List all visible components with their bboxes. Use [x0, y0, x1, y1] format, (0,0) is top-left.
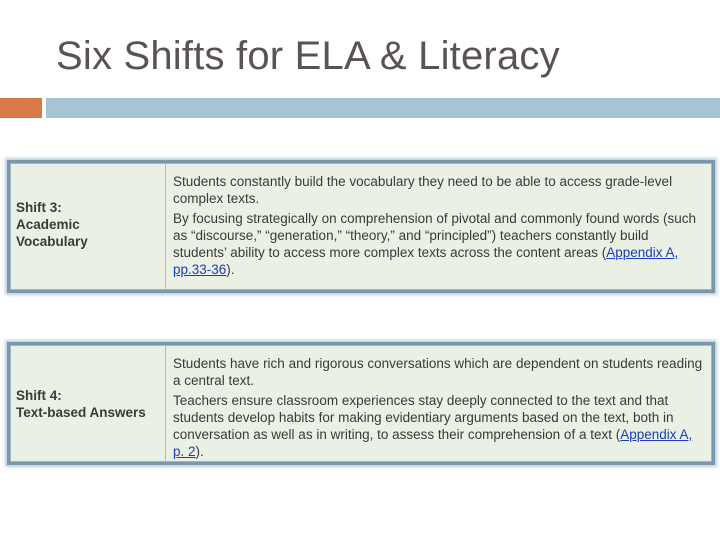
- shift-4-paragraph-2-text: Teachers ensure classroom experiences stay deeply connected to the text and that students develop habits for making evidentiary arguments based on the text, both in conversation as well as in writing, to assess their comprehension of a text: [173, 393, 674, 442]
- title-rule-bar: [46, 98, 720, 118]
- shift-4-panel: [7, 342, 715, 465]
- shift-4-link-open: (: [615, 427, 621, 442]
- appendix-a-link-pp33-36[interactable]: Appendix A, pp.33-36: [173, 245, 679, 277]
- shift-4-paragraph-1: Students have rich and rigorous conversations which are dependent on students reading a central text.: [173, 356, 703, 388]
- shift-3-panel: [7, 160, 715, 293]
- shift-4-label-cell: [10, 345, 166, 462]
- shift-3-label-cell: [10, 163, 166, 290]
- shift-3-link-close: ).: [226, 262, 235, 277]
- shift-3-label-line1: Shift 3:: [16, 200, 62, 215]
- shift-3-paragraph-2: [173, 210, 704, 278]
- slide-title: Six Shifts for ELA & Literacy: [56, 34, 560, 78]
- shift-3-label-line3: Vocabulary: [16, 234, 88, 249]
- shift-3-content: [173, 173, 704, 278]
- shift-3-paragraph-2-text: By focusing strategically on comprehension of pivotal and commonly found words (such as “discourse,” “generation,” “theory,” and “principled”) teachers constantly build students’ ability to access more complex texts across the content areas: [173, 211, 697, 260]
- shift-3-link-open: (: [601, 245, 607, 260]
- shift-4-paragraph-2: [173, 392, 704, 460]
- shift-4-link-close: ).: [195, 444, 204, 459]
- shift-3-paragraph-1: Students constantly build the vocabulary they need to be able to access grade-level complex texts.: [173, 174, 673, 206]
- shift-4-content: [173, 355, 704, 460]
- shift-4-label-line2: Text-based Answers: [16, 405, 146, 420]
- title-accent-bar: [0, 98, 42, 118]
- shift-3-label-line2: Academic: [16, 217, 80, 232]
- appendix-a-link-p2[interactable]: Appendix A, p. 2: [173, 427, 693, 459]
- shift-3-label: [16, 199, 88, 250]
- shift-4-label: [16, 387, 146, 421]
- shift-4-label-line1: Shift 4:: [16, 388, 62, 403]
